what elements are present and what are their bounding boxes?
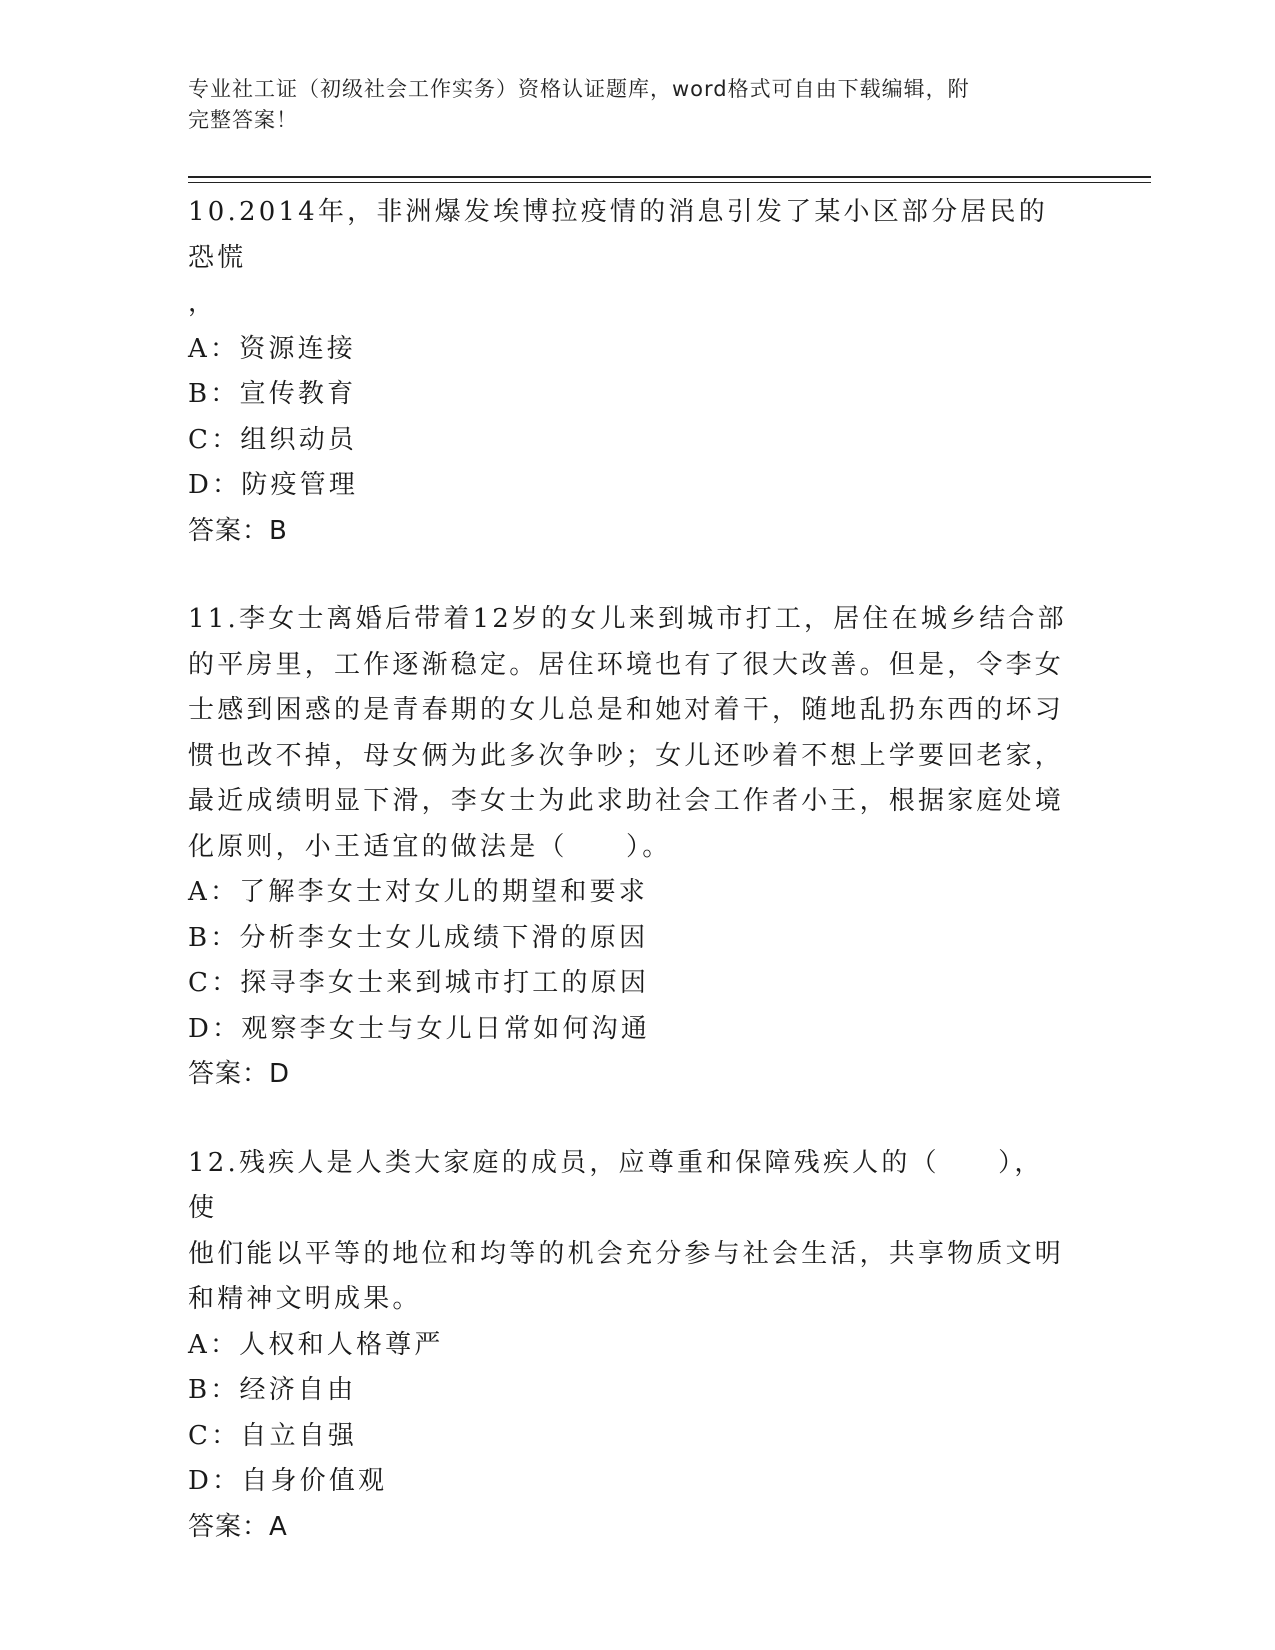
option-a: A：资源连接 [188, 333, 356, 364]
question-stem-line: 12.残疾人是人类大家庭的成员，应尊重和保障残疾人的（ ），使 [188, 1147, 1044, 1223]
document-header [188, 74, 1068, 136]
answer-line: 答案：A [188, 1511, 288, 1542]
option-d: D：观察李女士与女儿日常如何沟通 [188, 1013, 651, 1044]
question-stem-line: 惯也改不掉，母女俩为此多次争吵；女儿还吵着不想上学要回老家， [188, 740, 1065, 771]
question-10 [188, 190, 1068, 554]
question-11 [188, 597, 1068, 1098]
option-c: C：组织动员 [188, 424, 358, 455]
answer-line: 答案：B [188, 515, 288, 546]
question-stem-line: 化原则，小王适宜的做法是（ ）。 [188, 831, 672, 862]
header-line-2: 完整答案！ [188, 108, 298, 132]
header-divider-thick [188, 176, 1151, 178]
question-12 [188, 1141, 1068, 1551]
option-d: D：防疫管理 [188, 470, 359, 500]
option-d: D：自身价值观 [188, 1466, 388, 1496]
header-divider-thin [188, 182, 1151, 183]
header-line-1: 专业社工证（初级社会工作实务）资格认证题库，word格式可自由下载编辑，附 [188, 77, 970, 101]
question-stem-line: ， [188, 288, 218, 318]
question-list [188, 190, 1068, 1550]
question-stem-line: 的平房里，工作逐渐稳定。居住环境也有了很大改善。但是，令李女 [188, 649, 1065, 680]
option-c: C：自立自强 [188, 1420, 358, 1451]
option-a: A：了解李女士对女儿的期望和要求 [188, 877, 648, 907]
option-c: C：探寻李女士来到城市打工的原因 [188, 968, 650, 998]
question-stem-line: 他们能以平等的地位和均等的机会充分参与社会生活，共享物质文明 [188, 1238, 1065, 1269]
question-stem-line: 最近成绩明显下滑，李女士为此求助社会工作者小王，根据家庭处境 [188, 786, 1065, 816]
question-spacer [188, 554, 1068, 597]
question-spacer [188, 1098, 1068, 1141]
question-stem-line: 10.2014年，非洲爆发埃博拉疫情的消息引发了某小区部分居民的恐慌 [188, 197, 1048, 273]
option-b: B：分析李女士女儿成绩下滑的原因 [188, 922, 649, 953]
question-stem-line: 11.李女士离婚后带着12岁的女儿来到城市打工，居住在城乡结合部 [188, 604, 1067, 634]
question-stem-line: 士感到困惑的是青春期的女儿总是和她对着干，随地乱扔东西的坏习 [188, 695, 1065, 725]
answer-line: 答案：D [188, 1059, 291, 1089]
option-a: A：人权和人格尊严 [188, 1329, 444, 1360]
option-b: B：宣传教育 [188, 379, 357, 409]
question-stem-line: 和精神文明成果。 [188, 1284, 422, 1314]
option-b: B：经济自由 [188, 1375, 357, 1405]
